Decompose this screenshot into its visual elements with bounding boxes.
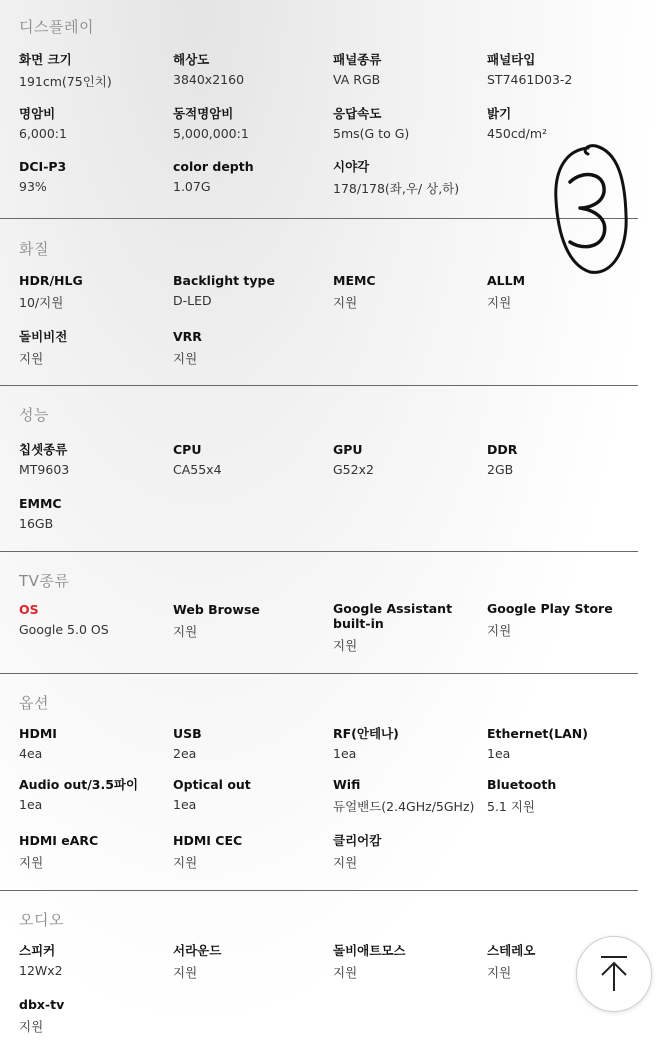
spec-item bbox=[19, 106, 67, 141]
spec-value: 93% bbox=[19, 179, 47, 194]
spec-label: HDMI CEC bbox=[173, 833, 243, 848]
spec-value: 지원 bbox=[173, 855, 198, 870]
spec-label: 밝기 bbox=[487, 106, 512, 121]
spec-label: Google Assistant built-in bbox=[333, 601, 453, 631]
spec-label: 클리어캄 bbox=[333, 833, 382, 848]
spec-value: 3840x2160 bbox=[173, 72, 245, 87]
spec-item bbox=[333, 833, 381, 871]
spec-item bbox=[173, 442, 222, 477]
spec-item bbox=[487, 442, 517, 477]
spec-label: CPU bbox=[173, 442, 202, 457]
spec-value: 지원 bbox=[173, 965, 198, 980]
spec-item bbox=[19, 496, 62, 531]
spec-value: 2ea bbox=[173, 746, 197, 761]
section-divider bbox=[0, 218, 638, 219]
spec-item bbox=[19, 777, 138, 812]
section-divider bbox=[0, 890, 638, 891]
spec-value: 지원 bbox=[487, 623, 512, 638]
section-title-picture: 화질 bbox=[19, 240, 49, 258]
spec-item bbox=[173, 159, 254, 194]
spec-item bbox=[487, 726, 588, 761]
spec-item bbox=[19, 52, 112, 90]
spec-item bbox=[333, 106, 409, 141]
spec-label: 화면 크기 bbox=[19, 52, 72, 67]
spec-value: MT9603 bbox=[19, 462, 70, 477]
spec-label: Backlight type bbox=[173, 273, 275, 288]
spec-value: 지원 bbox=[333, 295, 358, 310]
spec-value: 6,000:1 bbox=[19, 126, 67, 141]
spec-label: DDR bbox=[487, 442, 518, 457]
spec-value: VA RGB bbox=[333, 72, 381, 87]
spec-item bbox=[333, 159, 459, 197]
spec-item bbox=[333, 726, 399, 761]
spec-label: USB bbox=[173, 726, 202, 741]
spec-value: 1ea bbox=[19, 797, 43, 812]
spec-value: 5.1 지원 bbox=[487, 799, 536, 814]
spec-item bbox=[19, 273, 83, 311]
spec-value: 16GB bbox=[19, 516, 54, 531]
spec-label: RF(안테나) bbox=[333, 726, 399, 741]
spec-label: HDR/HLG bbox=[19, 273, 83, 288]
spec-value: 1ea bbox=[487, 746, 511, 761]
spec-item bbox=[19, 833, 98, 871]
spec-value: 191cm(75인치) bbox=[19, 74, 112, 89]
spec-value: 12Wx2 bbox=[19, 963, 63, 978]
spec-label: color depth bbox=[173, 159, 254, 174]
section-title-tv-type: TV종류 bbox=[19, 572, 70, 590]
spec-value: Google 5.0 OS bbox=[19, 622, 109, 637]
spec-label: 해상도 bbox=[173, 52, 210, 67]
spec-value: 지원 bbox=[173, 624, 198, 639]
spec-label: Web Browse bbox=[173, 602, 260, 617]
spec-item bbox=[173, 52, 244, 87]
spec-label: dbx-tv bbox=[19, 997, 65, 1012]
spec-item bbox=[19, 602, 109, 637]
spec-value: 지원 bbox=[333, 855, 358, 870]
spec-item bbox=[19, 159, 66, 194]
spec-item bbox=[333, 273, 376, 311]
spec-value: 1ea bbox=[173, 797, 197, 812]
spec-value: 지원 bbox=[173, 351, 198, 366]
spec-value: 지원 bbox=[19, 351, 44, 366]
section-title-performance: 성능 bbox=[19, 406, 49, 424]
spec-item bbox=[173, 777, 251, 812]
spec-value: 5ms(G to G) bbox=[333, 126, 410, 141]
spec-item bbox=[173, 273, 275, 308]
spec-value: G52x2 bbox=[333, 462, 374, 477]
spec-value: 지원 bbox=[333, 965, 358, 980]
spec-item bbox=[333, 777, 474, 815]
spec-value: CA55x4 bbox=[173, 462, 222, 477]
spec-label: 패널종류 bbox=[333, 52, 382, 67]
spec-label: 동적명암비 bbox=[173, 106, 234, 121]
section-title-audio: 오디오 bbox=[19, 911, 64, 929]
spec-item bbox=[173, 943, 221, 981]
spec-label: 서라운드 bbox=[173, 943, 222, 958]
section-title-options: 옵션 bbox=[19, 694, 49, 712]
spec-item bbox=[487, 52, 572, 87]
spec-value: ST7461D03-2 bbox=[487, 72, 573, 87]
spec-value: 지원 bbox=[19, 1019, 44, 1034]
spec-label: Optical out bbox=[173, 777, 251, 792]
spec-label: 명암비 bbox=[19, 106, 56, 121]
section-divider bbox=[0, 673, 638, 674]
spec-item bbox=[487, 601, 613, 639]
spec-label: Audio out/3.5파이 bbox=[19, 777, 139, 792]
spec-value: 1.07G bbox=[173, 179, 211, 194]
spec-label: 응답속도 bbox=[333, 106, 382, 121]
spec-label: 스피커 bbox=[19, 943, 56, 958]
spec-value: 지원 bbox=[333, 638, 358, 653]
spec-item bbox=[333, 943, 405, 981]
spec-label-highlight: OS bbox=[19, 602, 39, 617]
spec-item bbox=[173, 602, 260, 640]
section-title-display: 디스플레이 bbox=[19, 18, 94, 36]
spec-value: 지원 bbox=[487, 295, 512, 310]
spec-item bbox=[487, 273, 525, 311]
spec-value: 4ea bbox=[19, 746, 43, 761]
spec-item bbox=[19, 726, 57, 761]
spec-label: Google Play Store bbox=[487, 601, 613, 616]
arrow-up-icon bbox=[598, 955, 630, 993]
spec-item bbox=[487, 777, 556, 815]
spec-label: EMMC bbox=[19, 496, 62, 511]
spec-label: 스테레오 bbox=[487, 943, 536, 958]
section-divider bbox=[0, 385, 638, 386]
spec-value: D-LED bbox=[173, 293, 212, 308]
spec-item bbox=[487, 106, 547, 141]
spec-label: HDMI eARC bbox=[19, 833, 99, 848]
spec-value: 지원 bbox=[487, 965, 512, 980]
spec-item bbox=[19, 442, 69, 477]
spec-item bbox=[333, 442, 374, 477]
spec-value: 듀얼밴드(2.4GHz/5GHz) bbox=[333, 799, 475, 814]
spec-item bbox=[487, 943, 535, 981]
spec-item bbox=[333, 601, 452, 654]
spec-label: 패널타입 bbox=[487, 52, 536, 67]
spec-item bbox=[173, 106, 249, 141]
section-divider bbox=[0, 551, 638, 552]
scroll-top-button[interactable] bbox=[576, 936, 652, 1012]
spec-value: 2GB bbox=[487, 462, 514, 477]
spec-label: VRR bbox=[173, 329, 202, 344]
spec-item bbox=[19, 329, 67, 367]
spec-value: 1ea bbox=[333, 746, 357, 761]
spec-item bbox=[173, 726, 202, 761]
spec-value: 178/178(좌,우/ 상,하) bbox=[333, 181, 460, 196]
spec-label: 돌비애트모스 bbox=[333, 943, 406, 958]
spec-label: Bluetooth bbox=[487, 777, 557, 792]
spec-item bbox=[173, 833, 242, 871]
spec-label: 시야각 bbox=[333, 159, 370, 174]
handwritten-3-annotation-icon bbox=[548, 140, 633, 280]
spec-value: 5,000,000:1 bbox=[173, 126, 249, 141]
spec-item bbox=[19, 943, 63, 978]
spec-value: 지원 bbox=[19, 855, 44, 870]
spec-label: 칩셋종류 bbox=[19, 442, 68, 457]
spec-label: MEMC bbox=[333, 273, 376, 288]
spec-value: 450cd/m² bbox=[487, 126, 548, 141]
spec-label: GPU bbox=[333, 442, 363, 457]
spec-label: HDMI bbox=[19, 726, 57, 741]
spec-label: DCI-P3 bbox=[19, 159, 67, 174]
spec-label: Ethernet(LAN) bbox=[487, 726, 588, 741]
spec-label: 돌비비전 bbox=[19, 329, 68, 344]
spec-item bbox=[19, 997, 64, 1035]
spec-label: ALLM bbox=[487, 273, 526, 288]
spec-label: Wifi bbox=[333, 777, 361, 792]
spec-item bbox=[333, 52, 381, 87]
spec-item bbox=[173, 329, 202, 367]
spec-value: 10/지원 bbox=[19, 295, 64, 310]
